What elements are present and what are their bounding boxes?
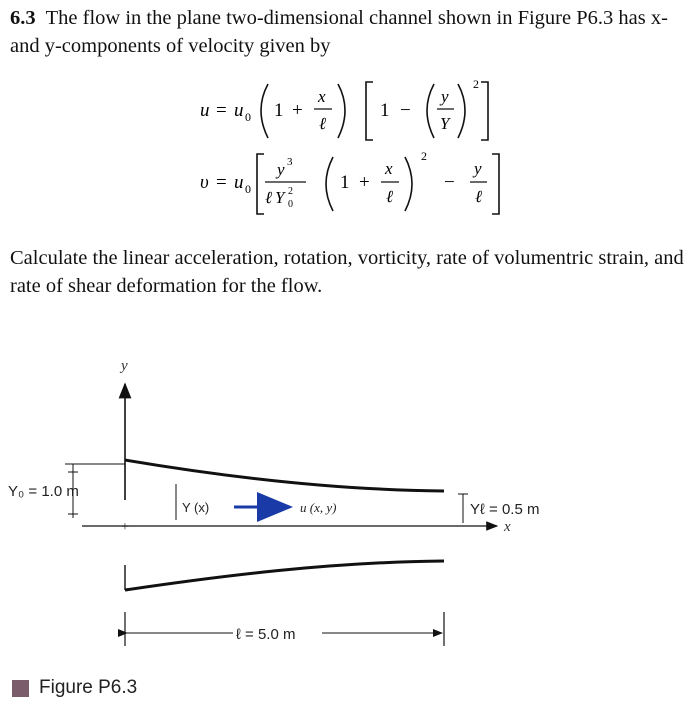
figure-caption: [12, 674, 137, 702]
y0-label: Y₀ = 1.0 m: [8, 483, 79, 500]
u-equation: [200, 77, 488, 140]
v-minus: −: [444, 172, 455, 193]
u-paren2-left: [427, 84, 434, 138]
u-bracket-left: [366, 82, 373, 140]
u-minus: −: [400, 100, 411, 121]
v-plus: +: [359, 172, 370, 193]
v-ell2: ℓ: [475, 187, 483, 206]
task-paragraph: Calculate the linear acceleration, rotation, vorticity, rate of volumentric strain, and rate of shear deformation for the flow.: [10, 247, 684, 297]
u-paren2-right: [458, 84, 465, 138]
origin-tick: +: [121, 520, 129, 535]
lower-wall: [125, 561, 444, 590]
u-coef: u: [234, 100, 244, 121]
u-lhs: u: [200, 100, 210, 121]
x-axis-label: x: [504, 519, 511, 535]
v-lhs: υ: [200, 172, 209, 193]
length-label: ℓ = 5.0 m: [236, 626, 296, 643]
v-y3-pow: 3: [287, 156, 293, 168]
v-bracket-right: [492, 154, 499, 214]
v-ell: ℓ: [386, 187, 394, 206]
upper-wall: [125, 460, 444, 491]
u-bracket-right: [481, 82, 488, 140]
u-Y: Y: [440, 114, 450, 133]
v-x: x: [385, 159, 393, 178]
u-ell: ℓ: [319, 114, 327, 133]
v-equals: =: [216, 172, 227, 193]
v-y: y: [474, 159, 482, 178]
problem-statement: [10, 4, 690, 60]
problem-number: 6.3: [10, 7, 36, 29]
u-paren-left: [261, 84, 268, 138]
u-pow: 2: [473, 77, 479, 91]
v-den-Y: Y: [275, 188, 285, 207]
u-paren-right: [338, 84, 345, 138]
caption-text: Figure P6.3: [39, 677, 138, 698]
yl-label: Yℓ = 0.5 m: [470, 501, 540, 518]
problem-text: The flow in the plane two-dimensional channel shown in Figure P6.3 has x- and y-components of velocity given by: [10, 7, 668, 57]
caption-square-icon: [12, 680, 29, 697]
v-y3-base: y: [277, 160, 285, 179]
v-bracket-left: [257, 154, 264, 214]
u-y: y: [441, 87, 449, 106]
v-coef-sub: 0: [245, 182, 251, 196]
channel-figure: [0, 350, 698, 650]
velocity-equations: [0, 66, 698, 226]
u-coef-sub: 0: [245, 110, 251, 124]
y-axis-label: y: [121, 358, 128, 374]
yx-label: Y (x): [182, 500, 210, 515]
v-paren-right: [405, 157, 412, 211]
v-paren-left: [326, 157, 333, 211]
v-equation: [200, 149, 499, 214]
v-coef: u: [234, 172, 244, 193]
v-den-ell: ℓ: [265, 188, 273, 207]
v-pow: 2: [421, 149, 427, 163]
u-one-a: 1: [274, 100, 284, 121]
v-one: 1: [340, 172, 350, 193]
u-equals: =: [216, 100, 227, 121]
u-x: x: [318, 87, 326, 106]
u-one-b: 1: [380, 100, 390, 121]
v-den-pow: 2: [288, 186, 293, 197]
u-plus: +: [292, 100, 303, 121]
v-den-sub: 0: [288, 199, 293, 210]
u-label: u (x, y): [300, 500, 337, 515]
